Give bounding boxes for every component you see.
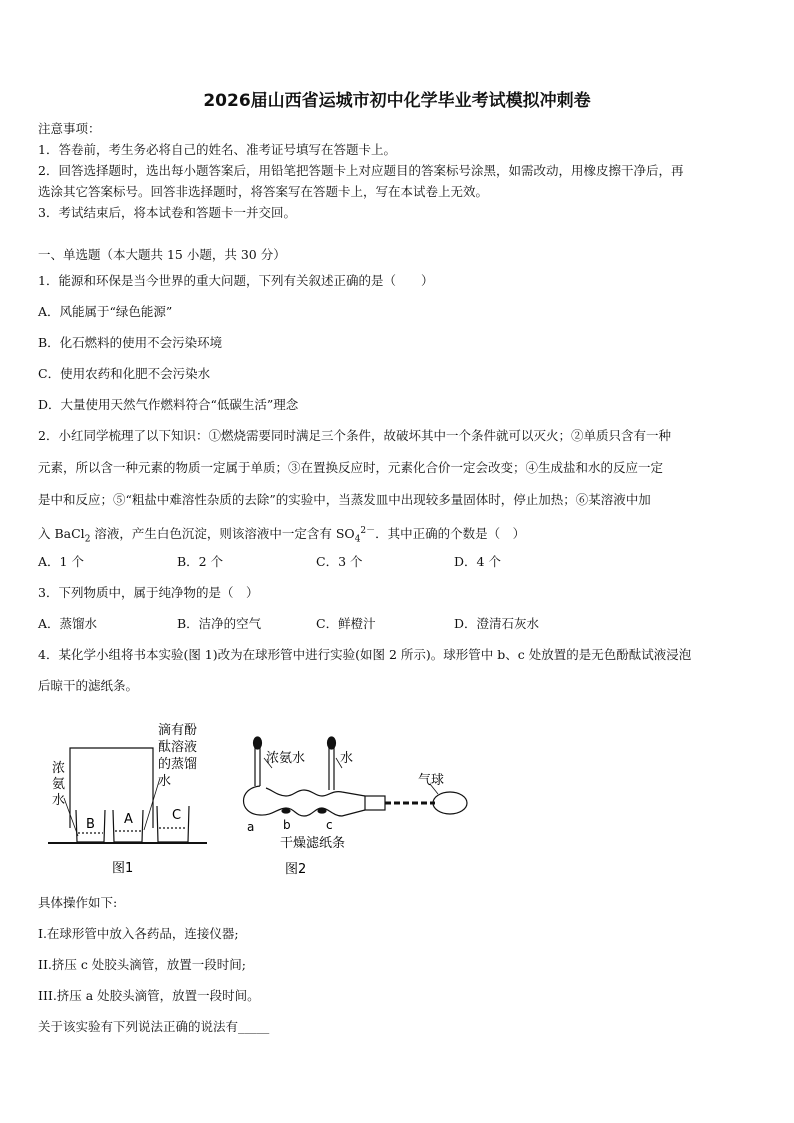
fig2-caption: 图2 bbox=[285, 862, 307, 877]
notice-heading: 注意事项： bbox=[38, 121, 101, 136]
fig1-label-left-2: 氨 bbox=[52, 777, 66, 792]
q1-option-d: D．大量使用天然气作燃料符合“低碳生活”理念 bbox=[38, 397, 299, 412]
bulb-tube-top bbox=[266, 788, 365, 796]
fig1-label-right-1: 滴有酚 bbox=[158, 723, 198, 738]
fig2-point-c: c bbox=[326, 818, 333, 832]
op-2: II.挤压 c 处胶头滴管，放置一段时间; bbox=[38, 957, 247, 972]
paper-c bbox=[318, 809, 326, 813]
op-1: I.在球形管中放入各药品，连接仪器; bbox=[38, 926, 239, 941]
fig1-label-left-3: 水 bbox=[52, 793, 66, 808]
q1-stem: 1．能源和环保是当今世界的重大问题，下列有关叙述正确的是（ ） bbox=[38, 273, 434, 288]
q3-option-d: D．澄清石灰水 bbox=[454, 616, 540, 631]
q2-option-b: B．2 个 bbox=[177, 554, 224, 569]
q2-option-d: D．4 个 bbox=[454, 554, 501, 569]
q1-option-c: C．使用农药和化肥不会污染水 bbox=[38, 366, 211, 381]
bell-jar bbox=[70, 748, 153, 828]
balloon bbox=[433, 792, 467, 814]
q2-option-a: A．1 个 bbox=[38, 554, 84, 569]
q3-stem: 3．下列物质中，属于纯净物的是（ ） bbox=[38, 585, 259, 600]
q3-option-b: B．洁净的空气 bbox=[177, 616, 262, 631]
q3-option-c: C．鲜橙汁 bbox=[316, 616, 376, 631]
q4-line-1: 4．某化学小组将书本实验(图 1)改为在球形管中进行实验(如图 2 所示)。球形管中 b、c 处放置的是无色酚酞试液浸泡 bbox=[38, 647, 692, 662]
beaker-label-b: B bbox=[86, 817, 95, 832]
stopper bbox=[365, 796, 385, 810]
q1-option-b: B．化石燃料的使用不会污染环境 bbox=[38, 335, 223, 350]
q4-final: 关于该实验有下列说法正确的说法有_____ bbox=[38, 1019, 270, 1034]
beaker-label-c: C bbox=[172, 808, 182, 823]
op-3: III.挤压 a 处胶头滴管，放置一段时间。 bbox=[38, 988, 260, 1003]
q2-option-c: C．3 个 bbox=[316, 554, 363, 569]
q2-line-2: 元素，所以含一种元素的物质一定属于单质；③在置换反应时，元素化合价一定会改变；④生成盐和水的反应一定 bbox=[38, 460, 664, 475]
notice-item-2-cont: 选涂其它答案标号。回答非选择题时，将答案写在答题卡上，写在本试卷上无效。 bbox=[38, 184, 489, 199]
fig1-label-right-2: 酞溶液 bbox=[158, 740, 198, 755]
fig2-label-paper: 干燥滤纸条 bbox=[280, 836, 346, 851]
fig2-label-ammonia: 浓氨水 bbox=[266, 751, 306, 766]
notice-item-3: 3．考试结束后，将本试卷和答题卡一并交回。 bbox=[38, 205, 296, 220]
section-heading: 一、单选题（本大题共 15 小题，共 30 分） bbox=[38, 247, 286, 262]
notice-item-1: 1．答卷前，考生务必将自己的姓名、准考证号填写在答题卡上。 bbox=[38, 142, 396, 157]
q2-line-4: 入 BaCl$_2$ 溶液，产生白色沉淀，则该溶液中一定含有 $SO_4^{2-}$．其中正确的个数是（ ） bbox=[38, 526, 526, 545]
q1-option-a: A．风能属于“绿色能源” bbox=[38, 304, 173, 319]
fig2-label-balloon: 气球 bbox=[418, 773, 445, 788]
page-title: 2026届山西省运城市初中化学毕业考试模拟冲刺卷 bbox=[203, 91, 591, 111]
beaker-label-a: A bbox=[124, 812, 133, 827]
notice-item-2: 2．回答选择题时，选出每小题答案后，用铅笔把答题卡上对应题目的答案标号涂黑，如需改动，用橡皮擦干净后，再 bbox=[38, 163, 684, 178]
q4-line-2: 后晾干的滤纸条。 bbox=[38, 678, 139, 693]
fig2-label-water: 水 bbox=[340, 751, 354, 766]
dropper-c-bulb bbox=[328, 737, 336, 749]
experiment-figures bbox=[40, 718, 480, 883]
fig1-caption: 图1 bbox=[112, 861, 134, 876]
q2-line-1: 2．小红同学梳理了以下知识：①燃烧需要同时满足三个条件，故破坏其中一个条件就可以灭火；②单质只含有一种 bbox=[38, 428, 671, 443]
paper-b bbox=[282, 809, 290, 813]
experiment-diagram bbox=[40, 718, 480, 883]
fig2-point-a: a bbox=[247, 820, 255, 834]
q2-line-3: 是中和反应；⑤“粗盐中难溶性杂质的去除”的实验中，当蒸发皿中出现较多量固体时，停止加热；⑥某溶液中加 bbox=[38, 492, 651, 507]
fig2-point-b: b bbox=[283, 818, 291, 832]
q3-option-a: A．蒸馏水 bbox=[38, 616, 98, 631]
dropper-a-bulb bbox=[254, 737, 262, 749]
ops-heading: 具体操作如下: bbox=[38, 895, 118, 910]
fig1-label-left-1: 浓 bbox=[52, 761, 66, 776]
fig1-label-right-3: 的蒸馏 bbox=[158, 757, 198, 772]
fig1-label-right-4: 水 bbox=[158, 774, 172, 789]
